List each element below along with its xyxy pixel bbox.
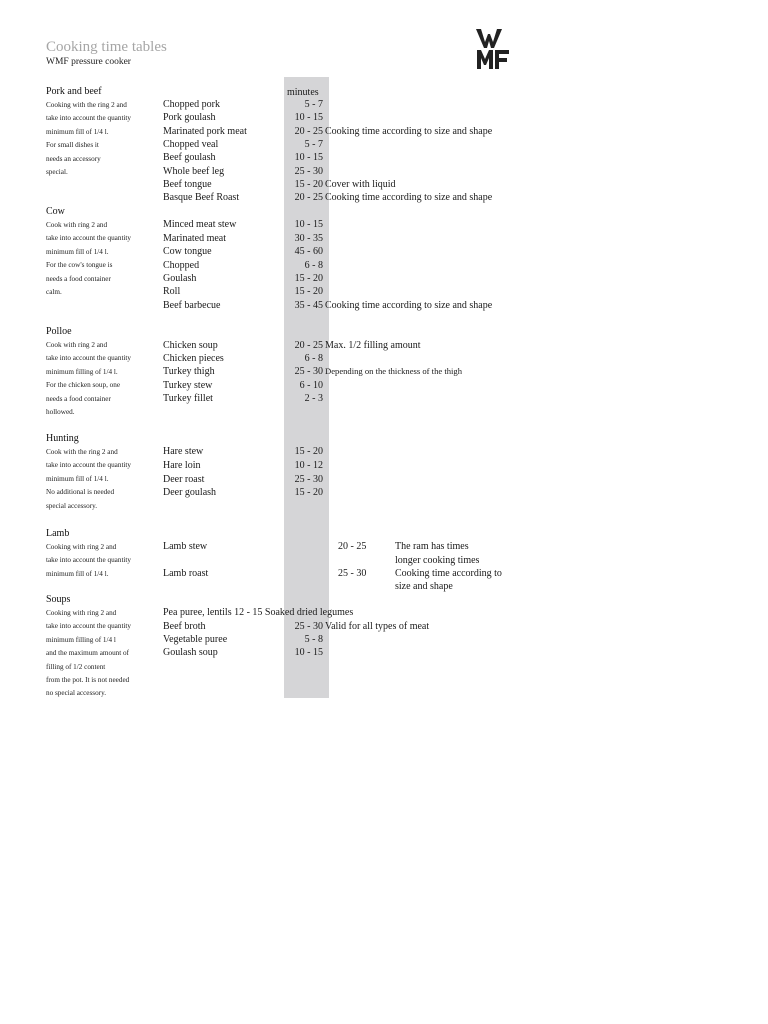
page-title: Cooking time tables: [46, 39, 167, 55]
cooking-comment: size and shape: [395, 581, 453, 592]
section-note: For the cow's tongue is: [46, 261, 113, 270]
cooking-time: 10 - 15: [294, 219, 323, 230]
dish-name: Cow tongue: [163, 246, 212, 257]
cooking-time: 6 - 10: [299, 380, 323, 391]
dish-name: Vegetable puree: [163, 634, 228, 645]
section-note: Cooking with ring 2 and: [46, 609, 117, 617]
section-title: Cow: [46, 206, 65, 217]
section-note: minimum fill of 1/4 l.: [46, 247, 109, 256]
dish-name: Beef tongue: [163, 179, 212, 190]
dish-name: Deer roast: [163, 474, 205, 485]
section-note: filling of 1/2 content: [46, 662, 106, 671]
dish-name: Goulash soup: [163, 647, 218, 658]
section-note: take into account the quantity: [46, 622, 132, 631]
section-note: needs a food container: [46, 394, 111, 403]
dish-name: Turkey thigh: [163, 366, 215, 377]
section-note: minimum fill of 1/4 l.: [46, 474, 109, 483]
section-note: no special accessory.: [46, 689, 107, 698]
section-note: hollowed.: [46, 408, 75, 416]
cooking-comment: Cooking time according to size and shape: [325, 300, 493, 311]
cooking-time: 30 - 35: [294, 233, 323, 244]
cooking-time: 15 - 20: [294, 487, 323, 498]
cooking-time: 2 - 3: [304, 393, 323, 404]
cooking-time: 15 - 20: [294, 273, 323, 284]
section-note: For small dishes it: [46, 141, 99, 150]
wmf-logo: [476, 29, 510, 69]
cooking-time: 20 - 25: [338, 541, 367, 552]
cooking-time: 6 - 8: [304, 260, 323, 271]
section-title: Pork and beef: [46, 86, 102, 97]
section-note: take into account the quantity: [46, 556, 132, 565]
cooking-time: 10 - 15: [294, 647, 323, 658]
cooking-time: 5 - 7: [304, 139, 323, 150]
section-note: calm.: [46, 288, 62, 296]
dish-name: Lamb roast: [163, 568, 209, 579]
cooking-time: 6 - 8: [304, 353, 323, 364]
cooking-time: 35 - 45: [294, 300, 323, 311]
section-title: Polloe: [46, 326, 72, 337]
dish-name: Marinated pork meat: [163, 126, 247, 137]
cooking-time: 15 - 20: [294, 446, 323, 457]
dish-name: Basque Beef Roast: [163, 192, 240, 203]
dish-name: Chopped pork: [163, 99, 220, 110]
cooking-time: 10 - 12: [294, 460, 323, 471]
dish-name: Turkey fillet: [163, 393, 213, 404]
dish-name: Marinated meat: [163, 233, 227, 244]
dish-name: Minced meat stew: [163, 219, 237, 230]
cooking-time: 15 - 20: [294, 286, 323, 297]
cooking-time: 25 - 30: [338, 568, 367, 579]
section-note: special accessory.: [46, 501, 98, 510]
cooking-time: 20 - 25: [294, 192, 323, 203]
cooking-comment: Valid for all types of meat: [325, 621, 430, 632]
dish-name: Whole beef leg: [163, 166, 225, 177]
cooking-time: 45 - 60: [294, 246, 323, 257]
cooking-time: 10 - 15: [294, 152, 323, 163]
cooking-comment: Cover with liquid: [325, 179, 396, 190]
dish-name: Chopped: [163, 260, 200, 271]
dish-name: Chopped veal: [163, 139, 219, 150]
section-note: and the maximum amount of: [46, 649, 130, 658]
section-note: No additional is needed: [46, 488, 115, 497]
section-note: minimum filling of 1/4 l: [46, 635, 116, 644]
section-note: minimum fill of 1/4 l.: [46, 569, 109, 578]
dish-name: Chicken pieces: [163, 353, 224, 364]
section-note: For the chicken soup, one: [46, 381, 121, 390]
cooking-time: 5 - 7: [304, 99, 323, 110]
cooking-comment: longer cooking times: [395, 555, 480, 566]
section-title: Soups: [46, 594, 71, 605]
dish-name: Goulash: [163, 273, 197, 284]
cooking-comment: The ram has times: [395, 541, 469, 552]
section-note: needs a food container: [46, 274, 111, 283]
section-note: Cook with the ring 2 and: [46, 448, 118, 456]
section-note: minimum fill of 1/4 l.: [46, 127, 109, 136]
dish-name: Turkey stew: [163, 380, 213, 391]
dish-name: Pea puree, lentils 12 - 15 Soaked dried legumes: [163, 607, 354, 618]
cooking-time: 10 - 15: [294, 112, 323, 123]
minutes-header: minutes: [287, 87, 319, 98]
dish-name: Chicken soup: [163, 340, 218, 351]
section-note: Cook with ring 2 and: [46, 341, 108, 349]
cooking-comment: Max. 1/2 filling amount: [325, 340, 421, 351]
cooking-time: 25 - 30: [294, 474, 323, 485]
section-note: Cook with ring 2 and: [46, 221, 108, 229]
cooking-comment: Cooking time according to size and shape: [325, 192, 493, 203]
dish-name: Deer goulash: [163, 487, 217, 498]
section-note: take into account the quantity: [46, 461, 132, 470]
dish-name: Beef goulash: [163, 152, 216, 163]
cooking-comment: Depending on the thickness of the thigh: [325, 366, 462, 376]
section-note: Cooking with the ring 2 and: [46, 101, 127, 109]
cooking-time: 25 - 30: [294, 366, 323, 377]
section-title: Hunting: [46, 433, 79, 444]
cooking-time: 20 - 25: [294, 340, 323, 351]
section-title: Lamb: [46, 528, 70, 539]
cooking-time: 25 - 30: [294, 166, 323, 177]
dish-name: Pork goulash: [163, 112, 216, 123]
dish-name: Hare loin: [163, 460, 201, 471]
cooking-time: 20 - 25: [294, 126, 323, 137]
dish-name: Hare stew: [163, 446, 204, 457]
section-note: take into account the quantity: [46, 354, 132, 363]
cooking-time: 25 - 30: [294, 621, 323, 632]
section-note: special.: [46, 168, 68, 176]
section-note: needs an accessory: [46, 154, 101, 163]
page-subtitle: WMF pressure cooker: [46, 57, 131, 67]
cooking-time: 15 - 20: [294, 179, 323, 190]
dish-name: Beef barbecue: [163, 300, 221, 311]
cooking-comment: Cooking time according to size and shape: [325, 126, 493, 137]
dish-name: Lamb stew: [163, 541, 208, 552]
dish-name: Beef broth: [163, 621, 206, 632]
section-note: take into account the quantity: [46, 114, 132, 123]
section-note: from the pot. It is not needed: [46, 676, 130, 684]
dish-name: Roll: [163, 286, 181, 297]
cooking-comment: Cooking time according to: [395, 568, 502, 579]
cooking-time: 5 - 8: [304, 634, 323, 645]
section-note: minimum filling of 1/4 l.: [46, 367, 118, 376]
section-note: Cooking with ring 2 and: [46, 543, 117, 551]
section-note: take into account the quantity: [46, 234, 132, 243]
